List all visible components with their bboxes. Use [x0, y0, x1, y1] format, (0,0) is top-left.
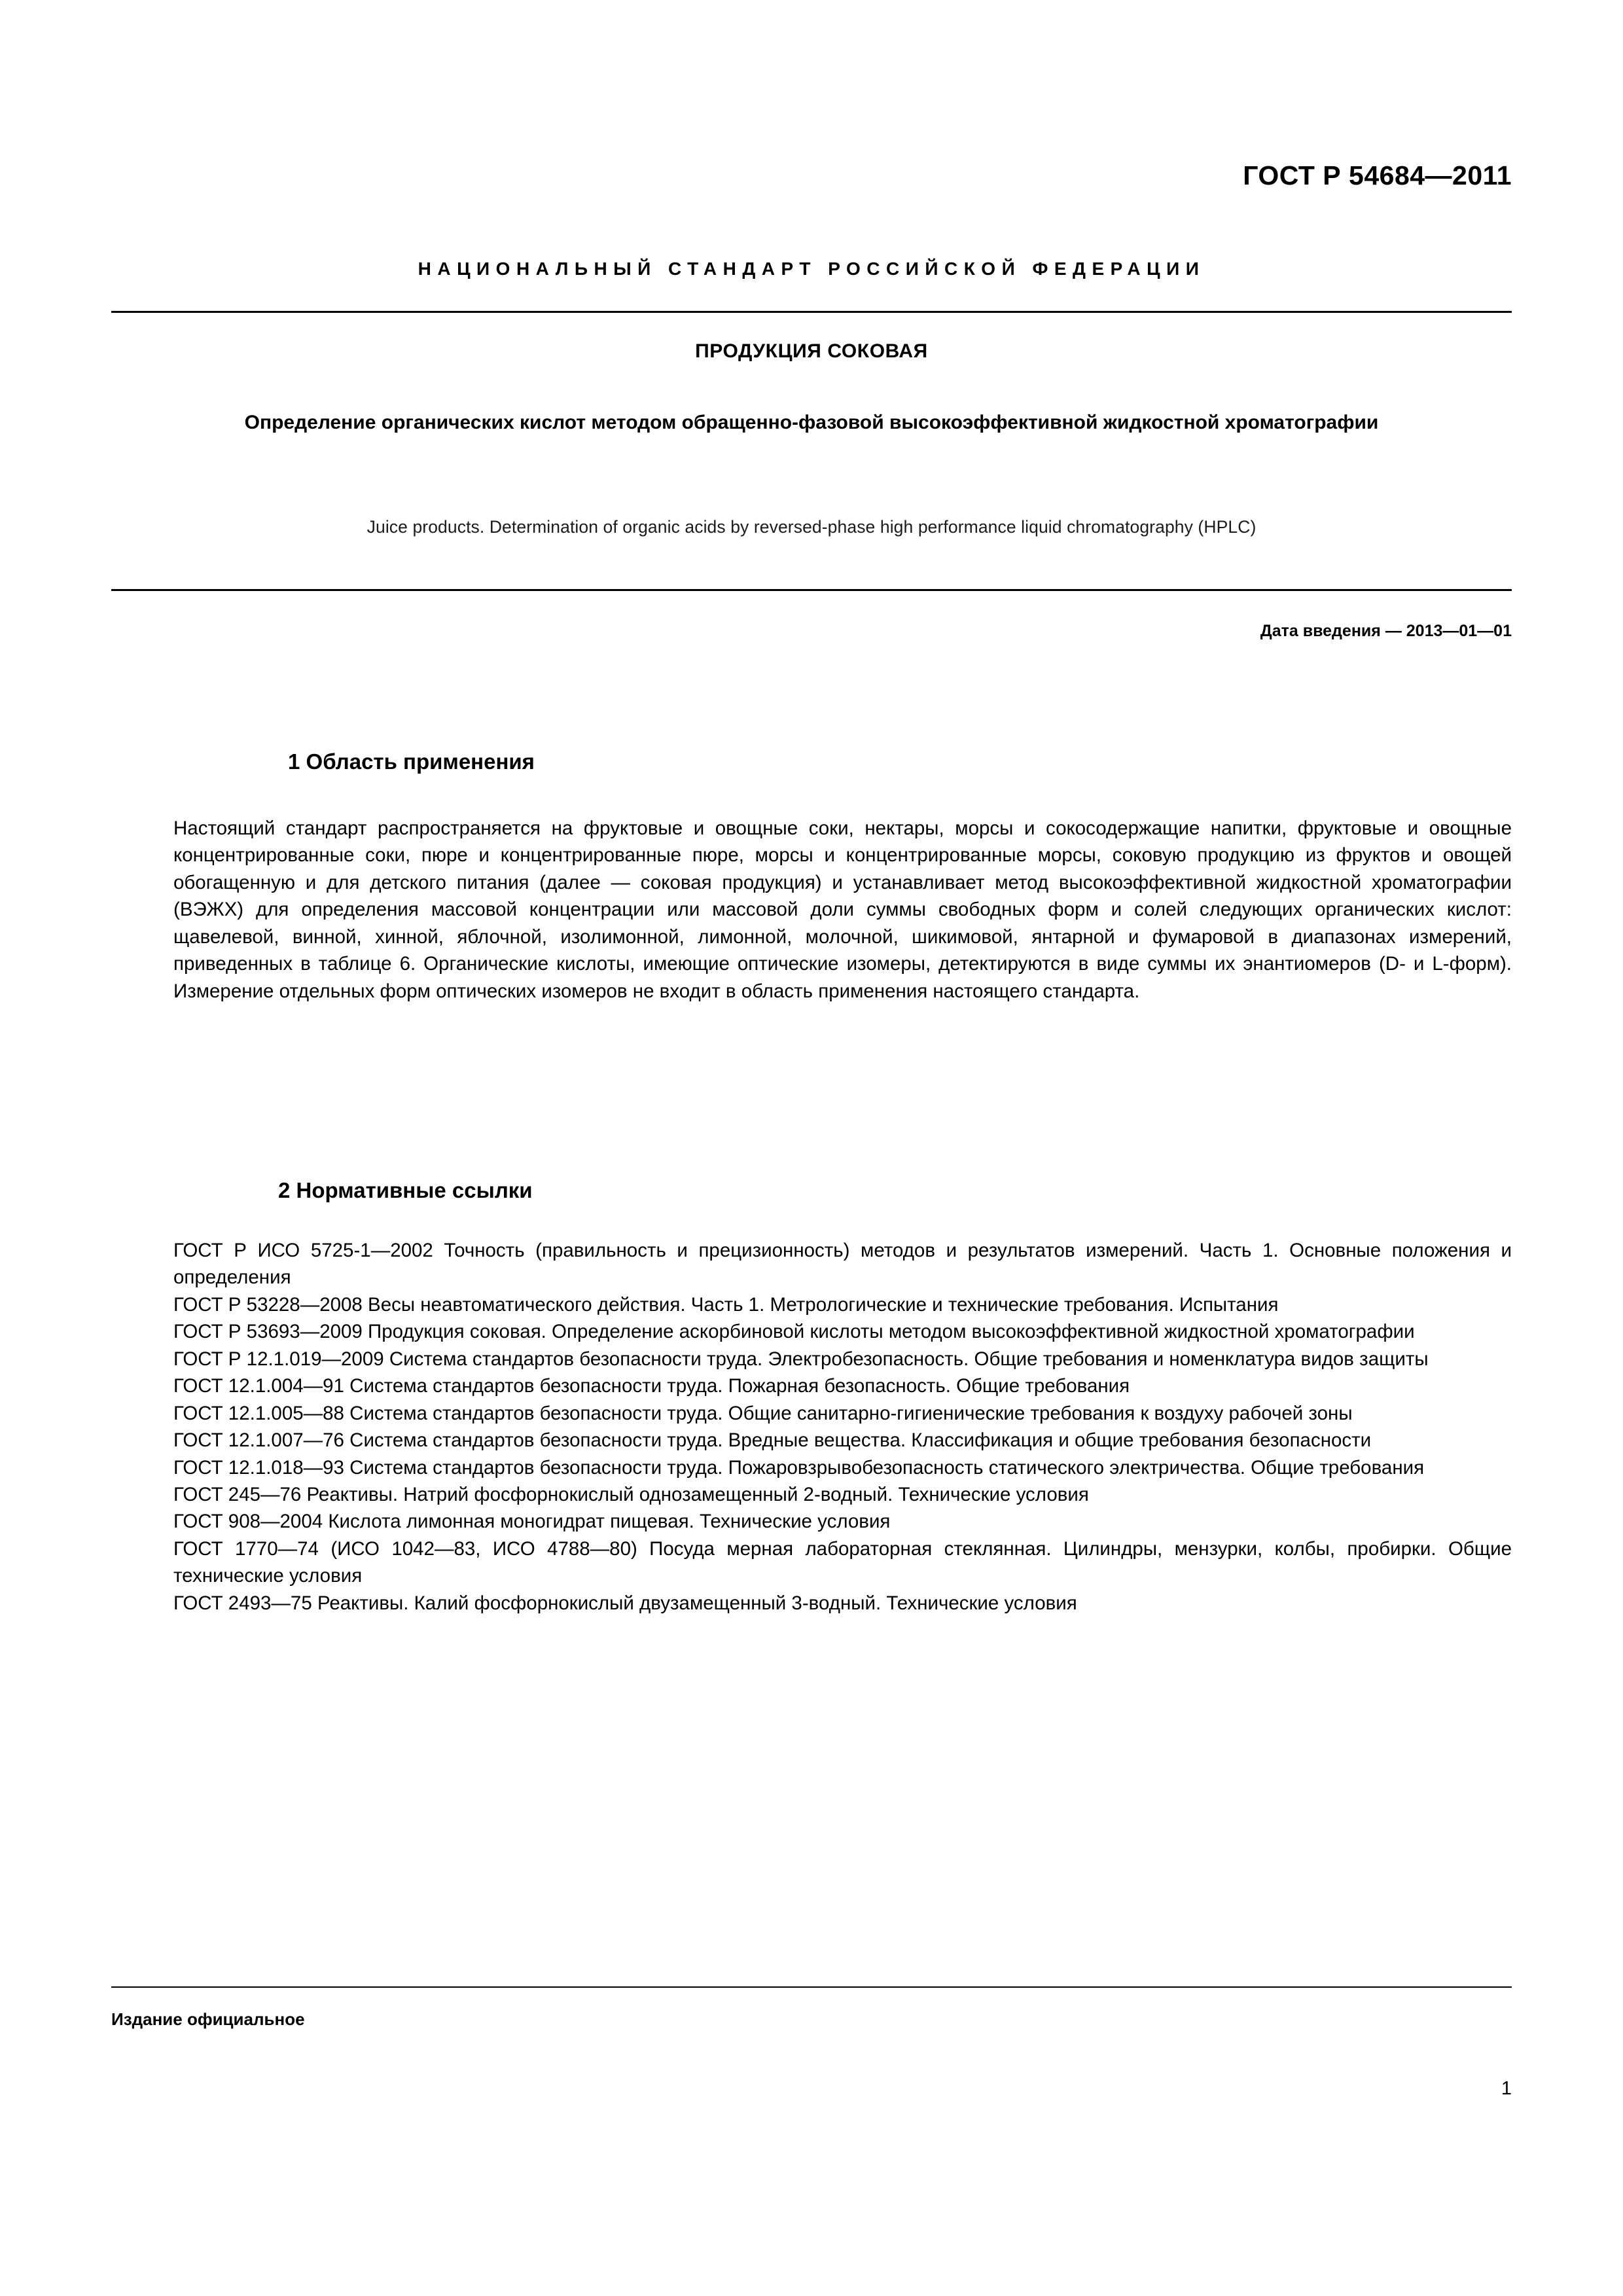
section-heading-scope: 1 Область применения	[288, 749, 535, 774]
national-standard-header: НАЦИОНАЛЬНЫЙ СТАНДАРТ РОССИЙСКОЙ ФЕДЕРАЦИИ	[418, 259, 1205, 279]
edition-note: Издание официальное	[111, 2009, 305, 2029]
reference-item: ГОСТ 12.1.007—76 Система стандартов безопасности труда. Вредные вещества. Классификация и общие требования безопасности	[173, 1429, 1372, 1452]
reference-item: ГОСТ 2493—75 Реактивы. Калий фосфорнокислый двузамещенный 3-водный. Технические условия	[173, 1592, 1077, 1614]
reference-item: ГОСТ Р ИСО 5725-1—2002 Точность (правильность и прецизионность) методов и результатов измерений. Часть 1. Основные положения и определения	[173, 1240, 1512, 1289]
reference-item: ГОСТ 12.1.005—88 Система стандартов безопасности труда. Общие санитарно-гигиенические требования к воздуху рабочей зоны	[173, 1402, 1353, 1424]
reference-item: ГОСТ Р 53228—2008 Весы неавтоматического действия. Часть 1. Метрологические и технические требования. Испытания	[173, 1293, 1279, 1316]
introduction-date: Дата введения — 2013—01—01	[1260, 622, 1512, 640]
standard-number: ГОСТ Р 54684—2011	[1243, 160, 1512, 190]
title-english: Juice products. Determination of organic acids by reversed-phase high performance liquid chromatography (HPLC)	[366, 517, 1257, 537]
footer-divider	[111, 1986, 1512, 1988]
title-divider	[111, 589, 1512, 591]
page-number: 1	[1501, 2078, 1512, 2099]
header-divider	[111, 311, 1512, 313]
section-heading-references: 2 Нормативные ссылки	[278, 1178, 533, 1202]
reference-item: ГОСТ Р 53693—2009 Продукция соковая. Определение аскорбиновой кислоты методом высокоэффективной жидкостной хроматографии	[173, 1321, 1415, 1343]
section-body-references	[111, 1237, 1512, 1617]
reference-item: ГОСТ Р 12.1.019—2009 Система стандартов безопасности труда. Электробезопасность. Общие требования и номенклатура видов защиты	[173, 1348, 1429, 1370]
page-content	[111, 0, 1512, 2296]
scope-paragraph: Настоящий стандарт распространяется на фруктовые и овощные соки, нектары, морсы и сокосодержащие напитки, фруктовые и овощные концентрированные соки, пюре и концентрированные пюре, морсы и концентрированные морсы, соковую продукцию из фруктов и овощей обогащенную и для детского питания (далее — соковая продукция) и устанавливает метод высокоэффективной жидкостной хроматографии (ВЭЖХ) для определения массовой концентрации или массовой доли суммы свободных форм и солей следующих органических кислот: щавелевой, винной, хинной, яблочной, изолимонной, лимонной, молочной, шикимовой, янтарной и фумаровой в диапазонах измерений, приведенных в таблице 6. Органические кислоты, имеющие оптические изомеры, детектируются в виде суммы их энантиомеров (D- и L-форм). Измерение отдельных форм оптических изомеров не входит в область применения настоящего стандарта.	[173, 817, 1512, 1002]
reference-item: ГОСТ 12.1.004—91 Система стандартов безопасности труда. Пожарная безопасность. Общие требования	[173, 1375, 1130, 1397]
reference-item: ГОСТ 908—2004 Кислота лимонная моногидрат пищевая. Технические условия	[173, 1511, 891, 1533]
page-subtitle: Определение органических кислот методом обращенно-фазовой высокоэффективной жидкостной хроматографии	[244, 412, 1379, 433]
reference-item: ГОСТ 12.1.018—93 Система стандартов безопасности труда. Пожаровзрывобезопасность статического электричества. Общие требования	[173, 1456, 1425, 1479]
reference-item: ГОСТ 1770—74 (ИСО 1042—83, ИСО 4788—80) Посуда мерная лабораторная стеклянная. Цилиндры, мензурки, колбы, пробирки. Общие технические условия	[173, 1537, 1512, 1587]
page-title: ПРОДУКЦИЯ СОКОВАЯ	[695, 340, 928, 362]
section-body-scope	[111, 815, 1512, 1005]
reference-item: ГОСТ 245—76 Реактивы. Натрий фосфорнокислый однозамещенный 2-водный. Технические условия	[173, 1483, 1089, 1505]
